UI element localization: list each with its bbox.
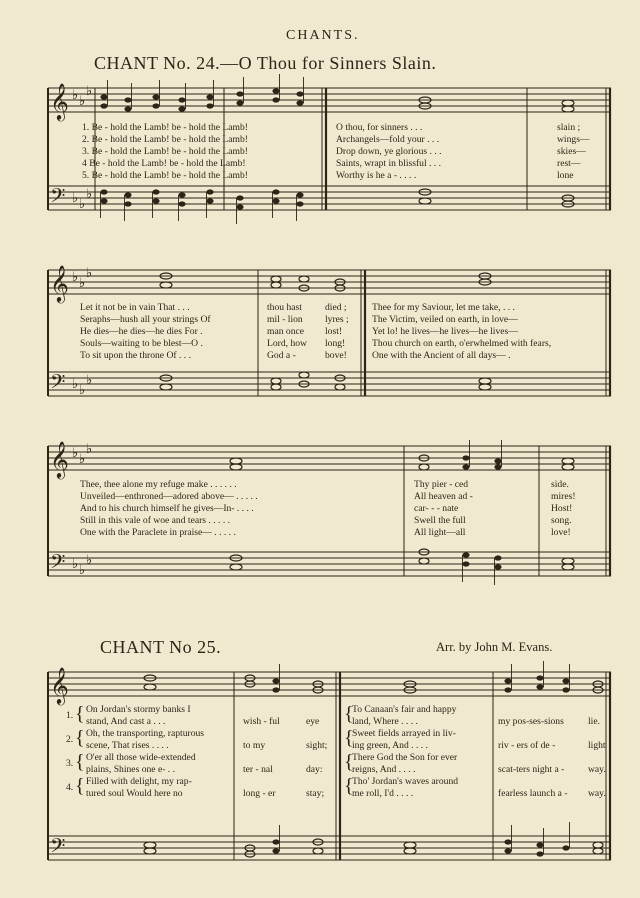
chant25-middle [243,710,280,806]
verse-number: 3. [66,758,74,769]
svg-text:♭: ♭ [86,187,93,202]
verse-line: light [588,740,606,751]
verse-line: On Jordan's stormy banks I [86,704,191,715]
verse-line: long! [325,338,346,349]
chant24-part1-recitation [336,122,442,182]
svg-text:♭: ♭ [86,442,93,457]
svg-text:𝄢: 𝄢 [50,834,66,862]
svg-text:♭: ♭ [86,84,93,99]
verse-line: mires! [551,491,576,502]
verse-line: All heaven ad - [414,491,473,502]
svg-text:𝄢: 𝄢 [50,550,66,578]
chant25-middle-2 [498,710,568,806]
verse-line: ing green, And . . . . [352,740,428,751]
verse-line: And to his church himself he gives—In- . . . . [80,503,254,514]
chant24-part1-verses [82,122,248,182]
verse-line: Oh, the transporting, rapturous [86,728,205,739]
svg-text:♭: ♭ [79,563,86,578]
chant24-part2-middle [267,302,307,362]
verse-line: There God the Son for ever [352,752,458,763]
verse-line: sight; [306,740,328,751]
verse-number: 1. [66,710,74,721]
verse-line: Thee, thee alone my refuge make . . . . . . [80,479,237,490]
verse-line: To Canaan's fair and happy [352,704,457,715]
verse-line: O thou, for sinners . . . [336,122,423,133]
verse-line: bove! [325,350,347,361]
verse-line: Saints, wrapt in blissful . . . [336,158,441,169]
verse-line: lone [557,170,574,181]
verse-line: scat-ters night a - [498,764,565,775]
verse-line: car- - - nate [414,503,459,514]
verse-line: side. [551,479,569,490]
verse-line: died ; [325,302,347,313]
svg-text:♭: ♭ [86,553,93,568]
svg-text:♭: ♭ [86,373,93,388]
verse-line: Souls—waiting to be blest—O . [80,338,203,349]
chant24-part3-middle [414,479,473,539]
svg-text:♭: ♭ [72,446,79,461]
verse-line: God a - [267,350,296,361]
verse-line: mil - lion [267,314,303,325]
verse-line: song. [551,515,572,526]
verse-line: Sweet fields arrayed in liv- [352,728,456,739]
verse-line: O'er all those wide-extended [86,752,196,763]
verse-line: stand, And cast a . . . [86,716,166,727]
verse-line: my pos-ses-sions [498,716,564,727]
verse-line: 1. Be - hold the Lamb! be - hold the Lamb! [82,122,248,133]
verse-line: fearless launch a - [498,788,568,799]
chant25-recitation [352,704,458,800]
page-header: CHANTS. [286,28,360,43]
arranger-credit: Arr. by John M. Evans. [436,640,553,654]
verse-line: One with the Paraclete in praise— . . . . . [80,527,236,538]
svg-text:♭: ♭ [79,197,86,212]
verse-line: scene, That rises . . . . [86,740,169,751]
verse-line: 4 Be - hold the Lamb! be - hold the Lamb! [82,158,246,169]
verse-line: skies— [557,146,586,157]
verse-line: land, Where . . . . [352,716,418,727]
svg-text:𝄢: 𝄢 [50,184,66,212]
verse-braces: { { { { [75,703,85,797]
verse-line: riv - ers of de - [498,740,556,751]
chant24-part1-endings [557,122,590,182]
svg-text:♭: ♭ [79,94,86,109]
chant-25-title: CHANT No 25. [100,637,222,657]
chant-24-title: CHANT No. 24.—O Thou for Sinners Slain. [94,53,437,73]
verse-line: tured soul Would here no [86,788,183,799]
svg-text:𝄞: 𝄞 [50,82,69,120]
svg-text:𝄞: 𝄞 [50,666,69,704]
verse-line: lost! [325,326,343,337]
verse-line: One with the Ancient of all days— . [372,350,511,361]
chant24-part3-endings [551,479,576,539]
verse-line: me roll, I'd . . . . [352,788,414,799]
chant24-part2-verses [80,302,211,362]
verse-line: Unveiled—enthroned—adored above— . . . . . [80,491,258,502]
verse-line: lyres ; [325,314,349,325]
svg-text:♭: ♭ [72,557,79,572]
verse-line: Lord, how [267,338,307,349]
svg-text:♭: ♭ [72,270,79,285]
verse-line: reigns, And . . . . [352,764,416,775]
verse-line: Let it not be in vain That . . . [80,302,190,313]
verse-line: Archangels—fold your . . . [336,134,440,145]
verse-braces-2: { { { { [344,703,354,797]
svg-text:♭: ♭ [79,276,86,291]
svg-text:♭: ♭ [72,191,79,206]
verse-number: 2. [66,734,74,745]
svg-text:𝄞: 𝄞 [50,264,69,302]
verse-line: wings— [557,134,590,145]
verse-line: Drop down, ye glorious . . . [336,146,442,157]
chant24-part2-endings [325,302,349,362]
verse-line: 2. Be - hold the Lamb! be - hold the Lamb! [82,134,248,145]
svg-text:♭: ♭ [72,377,79,392]
verse-line: way. [588,764,606,775]
verse-line: day: [306,764,323,775]
verse-line: long - er [243,788,276,799]
verse-line: love! [551,527,571,538]
verse-line: way. [588,788,606,799]
verse-line: Thee for my Saviour, let me take, . . . [372,302,515,313]
verse-line: All light—all [414,527,466,538]
verse-line: The Victim, veiled on earth, in love— [372,314,518,325]
chant25-endings-1 [306,710,327,806]
verse-line: To sit upon the throne Of . . . [80,350,191,361]
verse-numbers [66,710,73,806]
verse-line: 3. Be - hold the Lamb! be - hold the Lamb! [82,146,248,157]
verse-line: Yet lo! he lives—he lives—he lives— [372,326,518,337]
chant24-part2-recitation [372,302,551,362]
verse-line: ter - nal [243,764,273,775]
verse-line: to my [243,740,266,751]
svg-text:♭: ♭ [79,452,86,467]
svg-text:♭: ♭ [86,266,93,281]
verse-line: Thou church on earth, o'erwhelmed with fears, [372,338,552,349]
verse-line: rest— [557,158,581,169]
verse-line: Tho' Jordan's waves around [352,776,459,787]
svg-text:𝄢: 𝄢 [50,370,66,398]
verse-line: lie. [588,716,600,727]
verse-line: eye [306,716,320,727]
svg-text:♭: ♭ [72,88,79,103]
verse-line: Host! [551,503,573,514]
svg-text:♭: ♭ [79,383,86,398]
verse-line: Seraphs—hush all your strings Of [80,314,211,325]
verse-number: 4. [66,782,74,793]
chant25-verses [86,704,204,800]
verse-line: slain ; [557,122,581,133]
verse-line: Filled with delight, my rap- [86,776,192,787]
verse-line: stay; [306,788,325,799]
verse-line: Swell the full [414,515,466,526]
verse-line: thou hast [267,302,302,313]
verse-line: He dies—he dies—he dies For . [80,326,203,337]
verse-line: man once [267,326,305,337]
verse-line: plains, Shines one e- . . [86,764,175,775]
verse-line: 5. Be - hold the Lamb! be - hold the Lamb! [82,170,248,181]
verse-line: Worthy is he a - . . . . [336,170,417,181]
verse-line: wish - ful [243,716,280,727]
chant25-endings-2 [588,710,606,806]
svg-text:𝄞: 𝄞 [50,440,69,478]
chant24-part3-verses [80,479,258,539]
verse-line: Still in this vale of woe and tears . . . . . [80,515,231,526]
verse-line: Thy pier - ced [414,479,469,490]
